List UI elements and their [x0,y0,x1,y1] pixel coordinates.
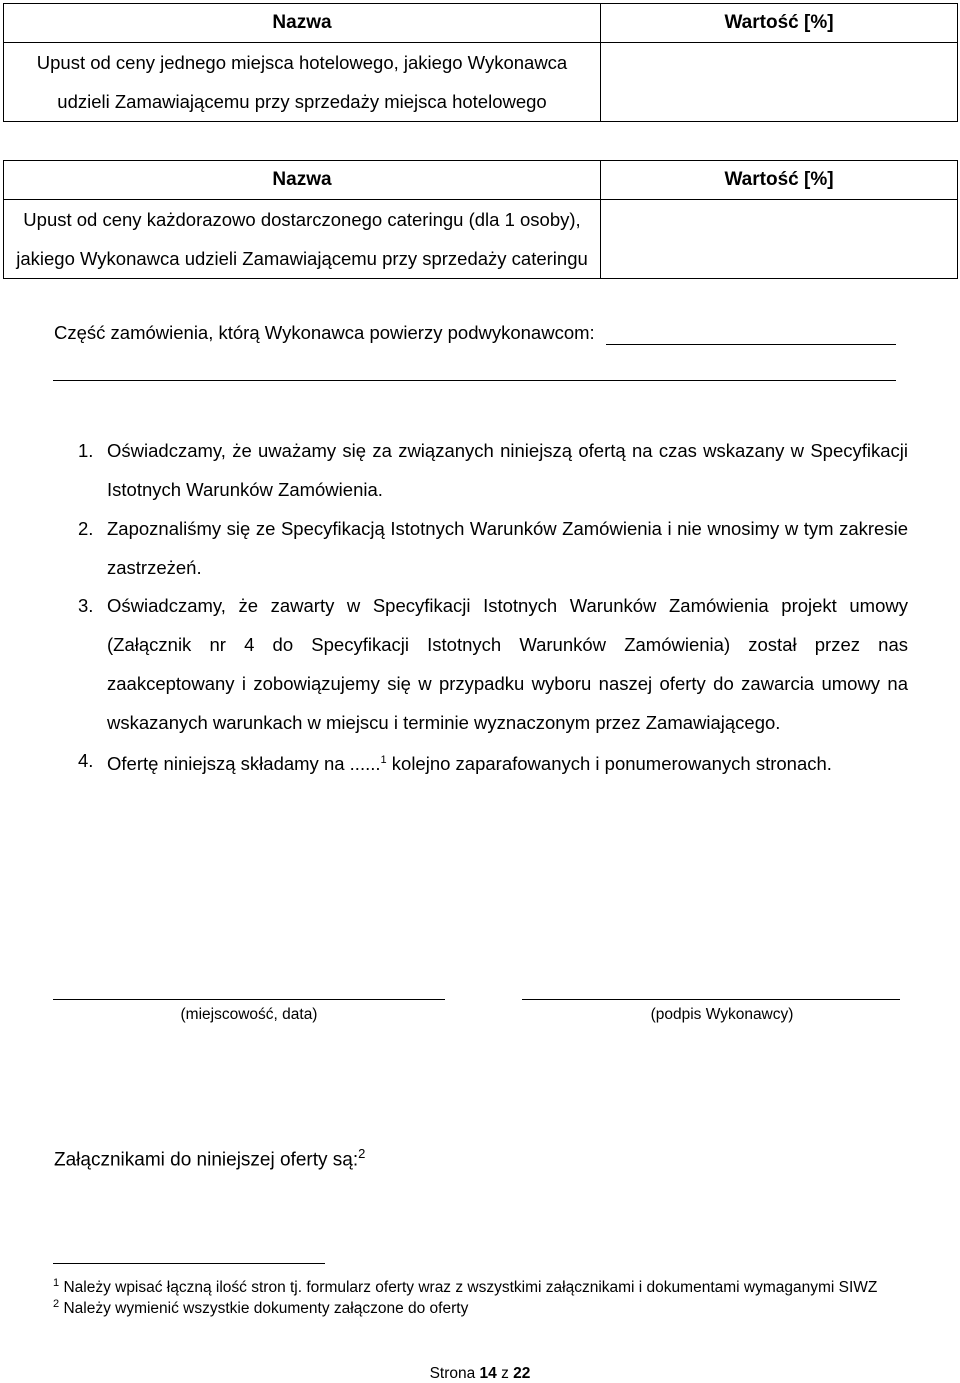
table2-header-name: Nazwa [4,161,601,200]
footnote-1-text: Należy wpisać łączną ilość stron tj. formularz oferty wraz z wszystkimi załącznikami i dokumentami wymaganymi SIWZ [63,1279,878,1297]
statement-2 [78,509,908,587]
statement-1 [78,431,908,509]
subcontract-fill-line-1[interactable] [606,344,896,345]
footnote-ref-2: 2 [358,1146,366,1161]
table1-row-line1: Upust od ceny jednego miejsca hotelowego, jakiego Wykonawca [36,52,568,73]
signature-caption: (podpis Wykonawcy) [650,1006,794,1023]
statement-4-number: 4. [78,750,94,771]
footnote-separator [53,1263,325,1264]
statement-1-number: 1. [78,440,94,461]
statement-4 [78,741,908,783]
table2-row-name [4,200,601,279]
page-number-current: 14 [479,1365,497,1382]
page-number-sep: z [501,1365,509,1382]
statement-4-text-before: Ofertę niniejszą składamy na ...... [107,753,381,775]
page-number-prefix: Strona [429,1365,476,1382]
footnote-ref-1: 1 [380,754,387,766]
place-date-caption: (miejscowość, data) [180,1006,318,1023]
statement-3-number: 3. [78,595,94,616]
table2-header-value: Wartość [%] [601,161,958,200]
footnote-2 [53,1298,933,1318]
attachments-label-text: Załącznikami do niniejszej oferty są: [54,1149,359,1171]
table2-row-line2: jakiego Wykonawca udzieli Zamawiającemu przy sprzedaży cateringu [16,248,588,269]
table2-row-line1: Upust od ceny każdorazowo dostarczonego cateringu (dla 1 osoby), [23,209,581,230]
catering-discount-table [3,160,958,279]
statement-4-text-after: kolejno zaparafowanych i ponumerowanych stronach. [386,753,832,775]
statement-3-text: Oświadczamy, że zawarty w Specyfikacji Istotnych Warunków Zamówienia projekt umowy (Załącznik nr 4 do Specyfikacji Istotnych Warunków Zamówienia) został przez nas zaakceptowany i zobowiązujemy się w przypadku wyboru naszej oferty do zawarcia umowy na wskazanych warunkach w miejscu i terminie wyznaczonym przez Zamawiającego. [107,595,908,733]
page-number [0,1365,960,1383]
statement-1-text: Oświadczamy, że uważamy się za związanych niniejszą ofertą na czas wskazany w Specyfikacji Istotnych Warunków Zamówienia. [107,440,908,500]
table1-row-value[interactable] [601,43,958,122]
table1-row-line2: udzieli Zamawiającemu przy sprzedaży miejsca hotelowego [57,91,547,112]
place-date-line[interactable] [53,999,445,1000]
attachments-label [54,1146,365,1171]
footnote-1 [53,1277,933,1297]
subcontract-label: Część zamówienia, którą Wykonawca powierzy podwykonawcom: [54,322,595,343]
statement-2-number: 2. [78,518,94,539]
table1-header-value: Wartość [%] [601,4,958,43]
signature-line[interactable] [522,999,900,1000]
footnote-2-number: 2 [53,1298,60,1310]
statement-3 [78,586,908,742]
footnote-2-text: Należy wymienić wszystkie dokumenty załączone do oferty [63,1300,469,1318]
subcontract-fill-line-2[interactable] [53,380,896,381]
table1-header-name: Nazwa [4,4,601,43]
statement-4-text [107,741,908,783]
table1-row-name [4,43,601,122]
footnote-1-number: 1 [53,1277,60,1289]
hotel-discount-table [3,3,958,122]
statement-2-text: Zapoznaliśmy się ze Specyfikacją Istotnych Warunków Zamówienia i nie wnosimy w tym zakresie zastrzeżeń. [107,518,908,578]
page-number-total: 22 [513,1365,531,1382]
table2-row-value[interactable] [601,200,958,279]
